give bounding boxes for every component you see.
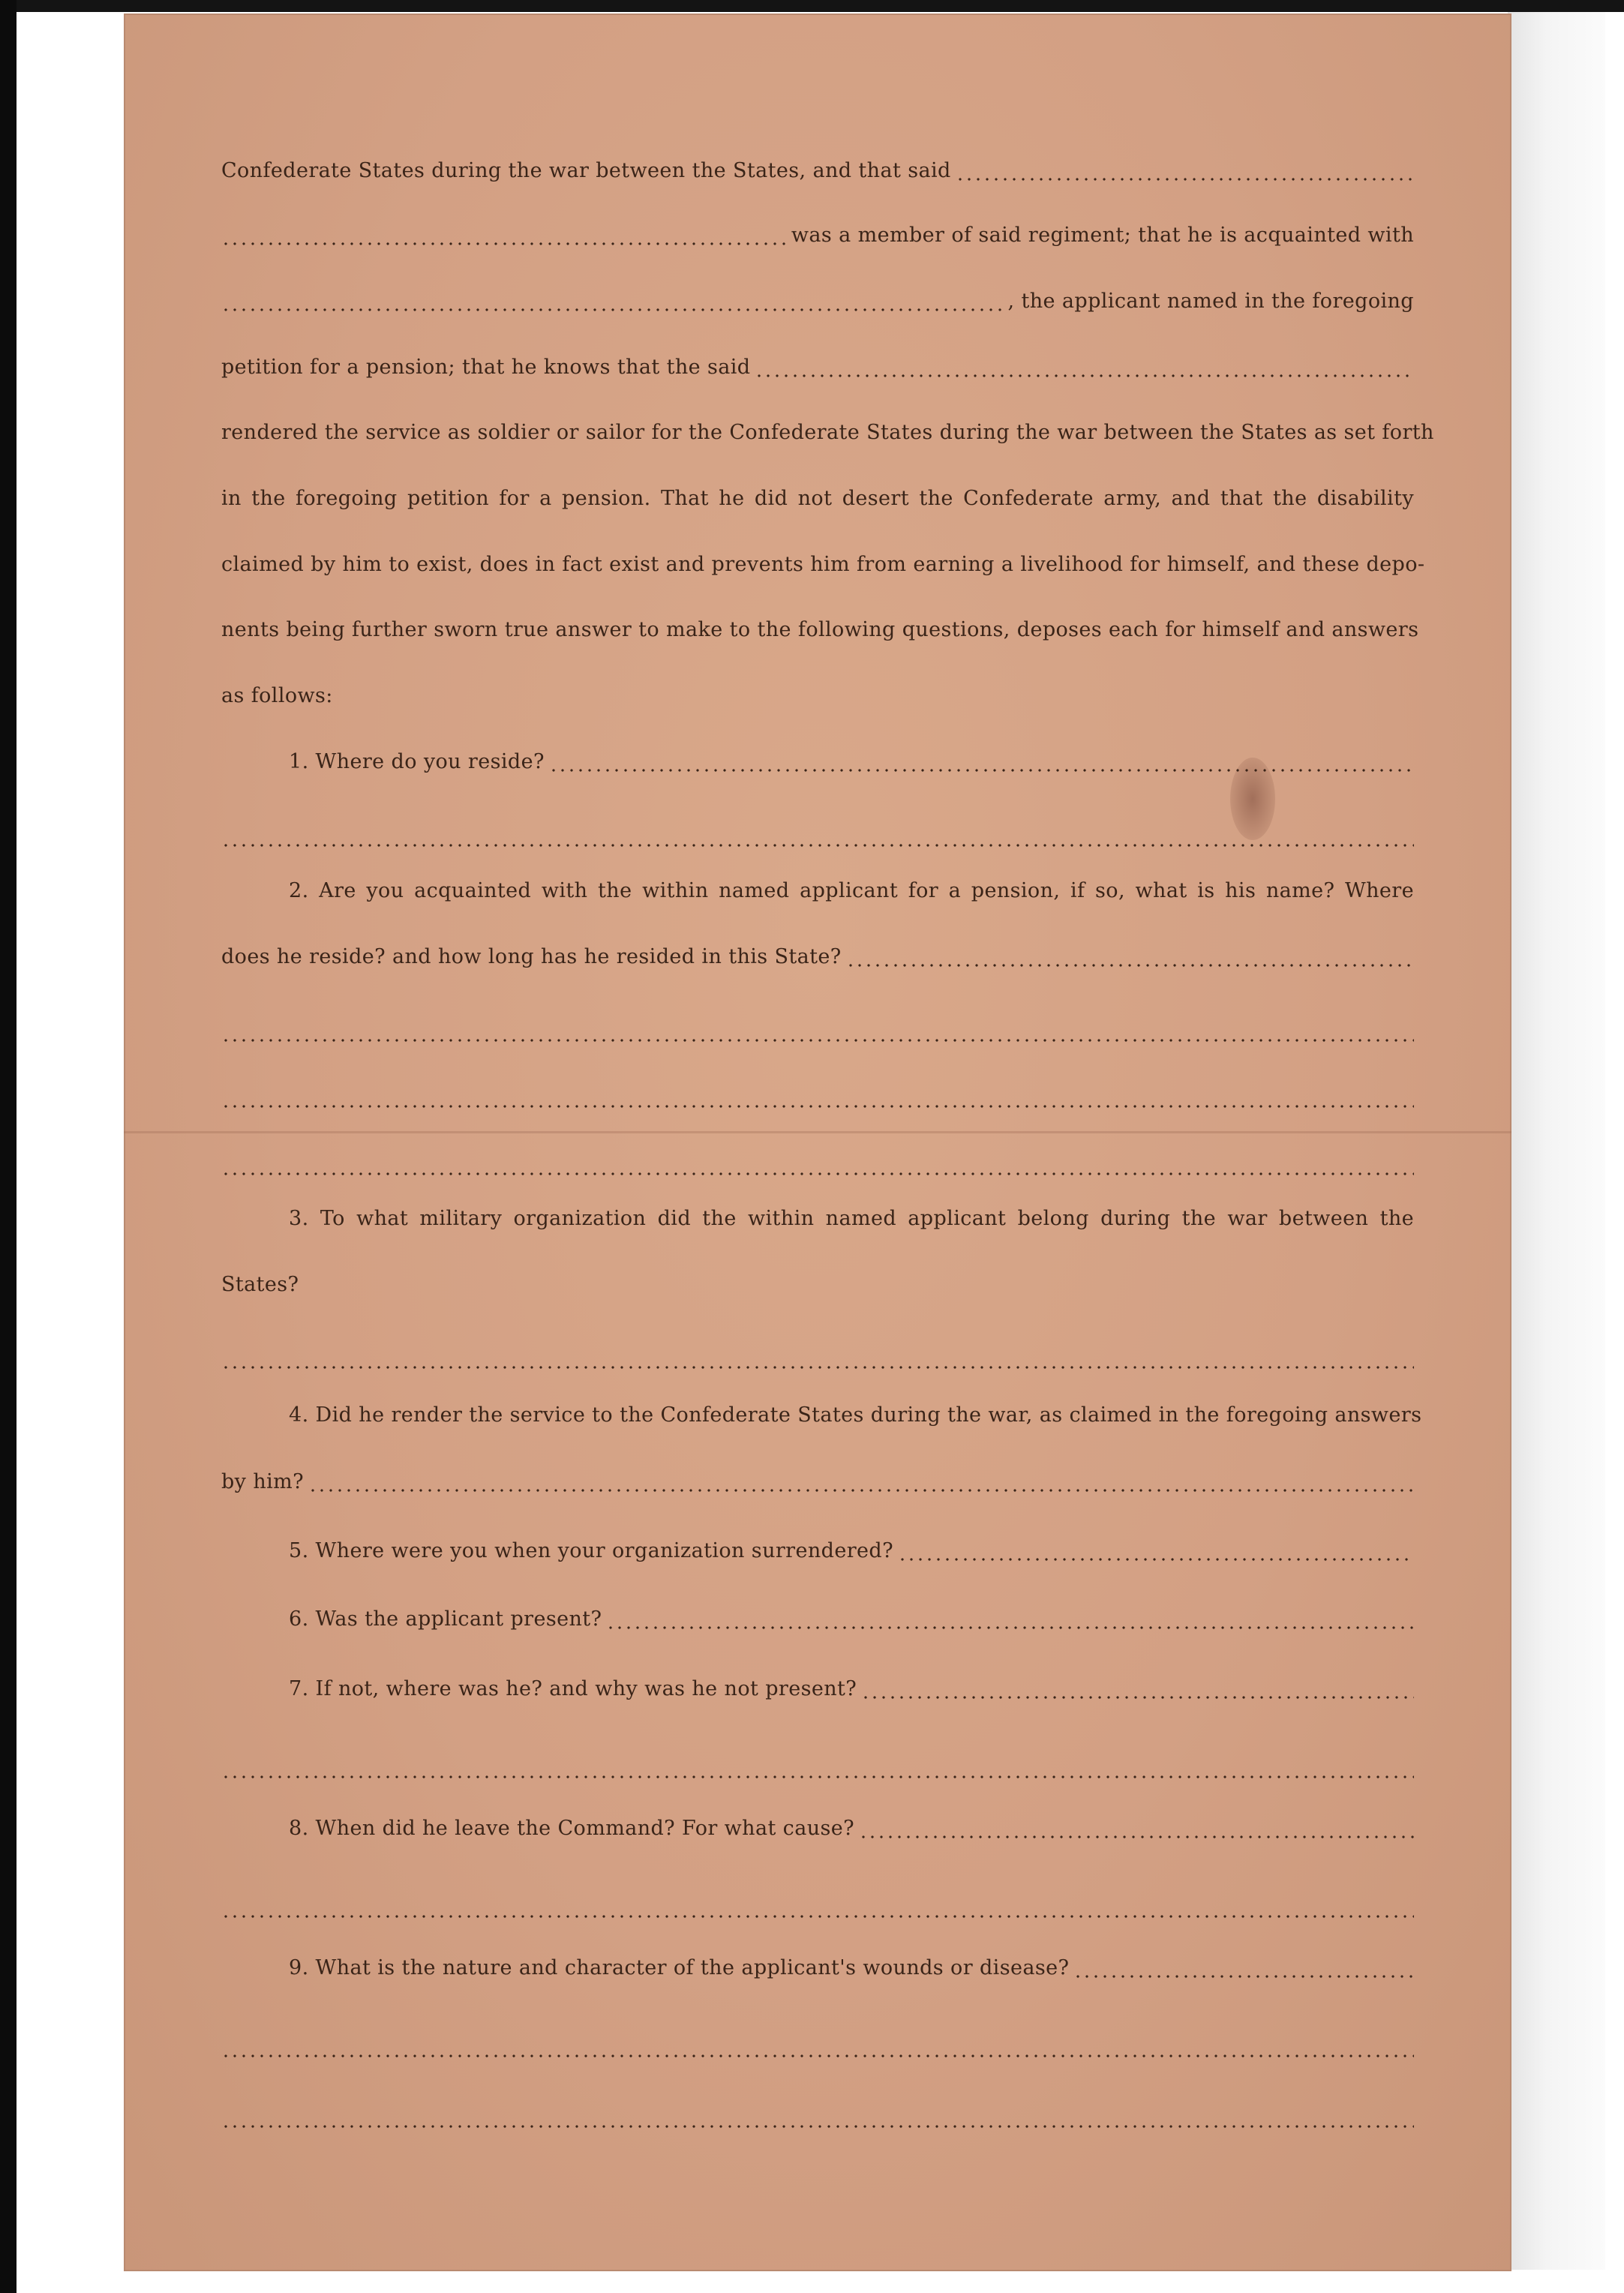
question-text: 7. If not, where was he? and why was he not present? [289, 1677, 857, 1700]
question-text: 4. Did he render the service to the Confederate States during the war, as claimed in the foregoing answers [289, 1403, 1422, 1427]
question-text: 1. Where do you reside? [289, 750, 545, 773]
answer-line [221, 1340, 1414, 1370]
answer-blank[interactable] [221, 1775, 1414, 1779]
line-text: petition for a pension; that he knows that the said [221, 356, 751, 379]
question-8 [289, 1817, 1414, 1847]
question-text: 3. To what military organization did the within named applicant belong during the war between the [289, 1207, 1414, 1230]
question-text: 5. Where were you when your organization surrendered? [289, 1539, 893, 1562]
question-2 [289, 879, 1414, 909]
line-text: as follows: [221, 684, 333, 707]
fill-in-blank[interactable] [755, 374, 1414, 378]
answer-line [221, 1079, 1414, 1109]
answer-line [221, 1749, 1414, 1779]
answer-blank[interactable] [221, 843, 1414, 848]
line-text: claimed by him to exist, does in fact exist and prevents him from earning a livelihood for himself, and these depo- [221, 553, 1425, 576]
plastic-sleeve [1508, 12, 1605, 2270]
question-1 [289, 750, 1414, 780]
answer-blank[interactable] [221, 1104, 1414, 1109]
scan-left-edge [0, 0, 17, 2293]
answer-blank[interactable] [221, 2124, 1414, 2129]
paper-fold [124, 1131, 1511, 1133]
question-5 [289, 1539, 1414, 1569]
answer-blank[interactable] [221, 1365, 1414, 1370]
scan-top-edge [0, 0, 1624, 12]
text-line-4 [221, 356, 1414, 386]
answer-blank[interactable] [846, 963, 1414, 968]
text-line-7 [221, 553, 1425, 583]
answer-line [221, 818, 1414, 848]
text-line-3 [221, 290, 1414, 320]
line-text: rendered the service as soldier or sailor for the Confederate States during the war between the States as set forth [221, 421, 1434, 444]
line-text: in the foregoing petition for a pension. That he did not desert the Confederate army, and that the disability [221, 487, 1414, 510]
text-line-2 [221, 224, 1414, 254]
line-text: was a member of said regiment; that he is acquainted with [791, 224, 1414, 247]
question-text: 2. Are you acquainted with the within named applicant for a pension, if so, what is his name? Where [289, 879, 1414, 902]
answer-blank[interactable] [861, 1695, 1414, 1700]
question-6 [289, 1607, 1414, 1637]
question-3 [289, 1207, 1414, 1237]
text-line-5 [221, 421, 1434, 451]
answer-line [221, 2099, 1414, 2129]
answer-blank[interactable] [221, 2054, 1414, 2058]
text-line-6 [221, 487, 1414, 517]
text-line-1 [221, 159, 1414, 189]
text-line-9 [221, 684, 1414, 714]
question-2-continued [221, 945, 1414, 975]
answer-blank[interactable] [859, 1835, 1414, 1839]
question-3-continued [221, 1273, 1414, 1303]
fill-in-blank[interactable] [221, 242, 787, 246]
fill-in-blank[interactable] [956, 177, 1414, 182]
text-line-8 [221, 618, 1419, 648]
answer-line [221, 2028, 1414, 2058]
document-page [124, 14, 1511, 2271]
answer-blank[interactable] [1073, 1974, 1414, 1979]
answer-line [221, 1889, 1414, 1919]
question-9 [289, 1956, 1414, 1986]
question-4 [289, 1403, 1422, 1433]
answer-blank[interactable] [898, 1557, 1414, 1562]
question-text: States? [221, 1273, 299, 1296]
answer-blank[interactable] [221, 1038, 1414, 1043]
line-text: , the applicant named in the foregoing [1007, 290, 1414, 313]
question-4-continued [221, 1470, 1414, 1500]
line-text: Confederate States during the war between the States, and that said [221, 159, 951, 182]
answer-blank[interactable] [549, 768, 1414, 773]
line-text: nents being further sworn true answer to make to the following questions, deposes each for himself and answers [221, 618, 1419, 641]
question-text: 8. When did he leave the Command? For what cause? [289, 1817, 854, 1840]
question-7 [289, 1677, 1414, 1707]
question-text: by him? [221, 1470, 305, 1493]
answer-line [221, 1013, 1414, 1043]
answer-blank[interactable] [221, 1172, 1414, 1176]
answer-blank[interactable] [308, 1488, 1414, 1493]
answer-line [221, 1146, 1414, 1176]
answer-blank[interactable] [606, 1625, 1414, 1630]
question-text: 6. Was the applicant present? [289, 1607, 602, 1631]
question-text: does he reside? and how long has he resided in this State? [221, 945, 842, 968]
question-text: 9. What is the nature and character of the applicant's wounds or disease? [289, 1956, 1070, 1979]
answer-blank[interactable] [221, 1914, 1414, 1919]
fill-in-blank[interactable] [221, 308, 1004, 312]
